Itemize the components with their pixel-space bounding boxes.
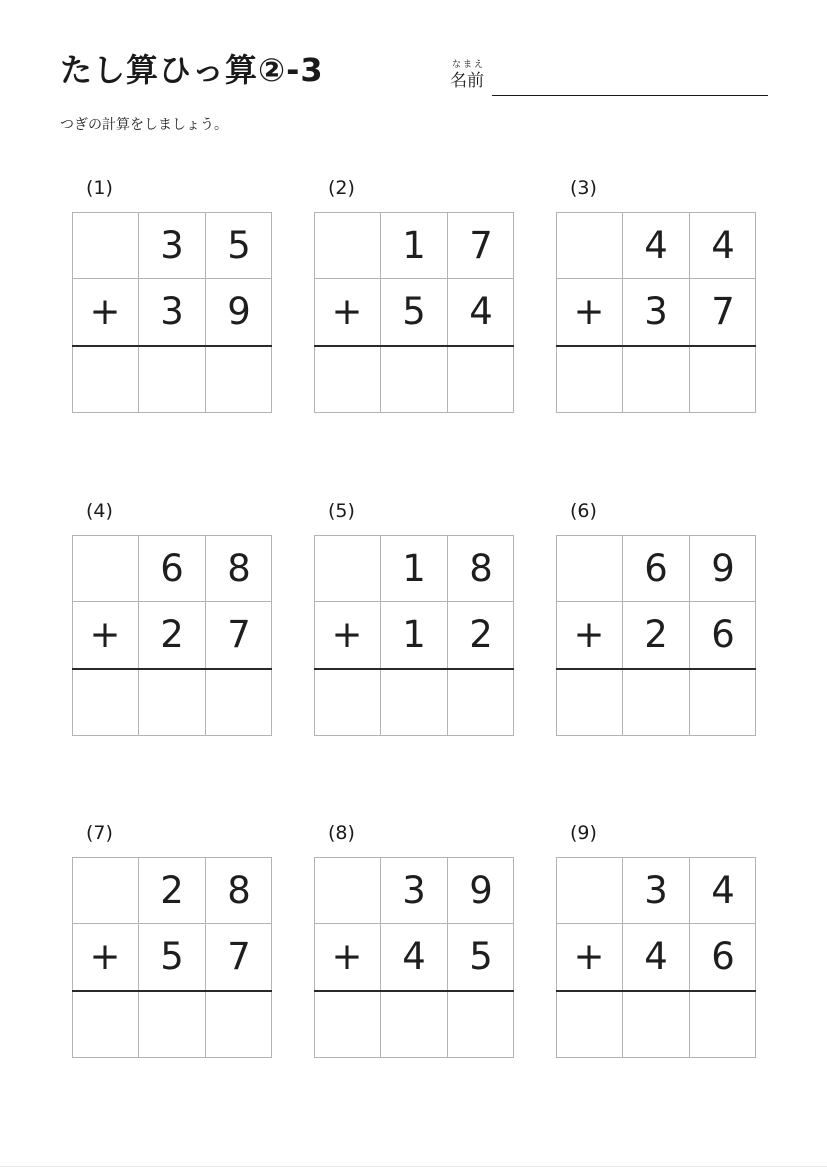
answer-cell[interactable] xyxy=(381,669,447,735)
addend-digit xyxy=(314,858,380,924)
addend-digit: 6 xyxy=(644,547,668,590)
second-addend-digit: 6 xyxy=(711,935,735,978)
calc-grid xyxy=(556,857,756,1058)
name-field xyxy=(448,60,770,98)
plus-sign: + xyxy=(573,290,605,333)
problem-label: (3) xyxy=(570,177,597,199)
addend-digit xyxy=(556,536,622,602)
second-addend-digit: 3 xyxy=(644,290,668,333)
answer-cell[interactable] xyxy=(690,669,756,735)
addend-digit: 8 xyxy=(469,547,493,590)
name-label: 名前 xyxy=(450,71,484,91)
page-bottom-divider xyxy=(0,1166,827,1167)
answer-cell[interactable] xyxy=(314,991,380,1057)
answer-cell[interactable] xyxy=(448,346,514,412)
second-addend-digit: 4 xyxy=(402,935,426,978)
calc-grid xyxy=(72,857,272,1058)
addend-digit: 3 xyxy=(402,869,426,912)
answer-cell[interactable] xyxy=(448,669,514,735)
answer-cell[interactable] xyxy=(623,991,689,1057)
second-addend-digit: 4 xyxy=(644,935,668,978)
grid-line xyxy=(72,735,272,736)
answer-cell[interactable] xyxy=(206,991,272,1057)
problem-label: (4) xyxy=(86,500,113,522)
addend-digit: 4 xyxy=(711,869,735,912)
grid-line xyxy=(556,1057,756,1058)
addend-digit: 7 xyxy=(469,224,493,267)
answer-cell[interactable] xyxy=(314,346,380,412)
addend-digit: 9 xyxy=(711,547,735,590)
calc-grid xyxy=(556,535,756,736)
answer-cell[interactable] xyxy=(139,669,205,735)
addend-digit: 9 xyxy=(469,869,493,912)
problem-label: (9) xyxy=(570,822,597,844)
answer-cell[interactable] xyxy=(448,991,514,1057)
second-addend-digit: 7 xyxy=(227,935,251,978)
addend-digit: 2 xyxy=(160,869,184,912)
problem-label: (5) xyxy=(328,500,355,522)
answer-cell[interactable] xyxy=(139,991,205,1057)
answer-cell[interactable] xyxy=(623,346,689,412)
second-addend-digit: 5 xyxy=(402,290,426,333)
grid-line xyxy=(556,735,756,736)
calc-grid xyxy=(314,857,514,1058)
answer-cell[interactable] xyxy=(381,346,447,412)
instruction-text: つぎの計算をしましょう。 xyxy=(60,117,228,133)
second-addend-digit: 2 xyxy=(469,613,493,656)
addend-digit xyxy=(72,536,138,602)
second-addend-digit: 5 xyxy=(160,935,184,978)
addend-digit: 4 xyxy=(711,224,735,267)
answer-cell[interactable] xyxy=(556,346,622,412)
addend-digit xyxy=(72,213,138,279)
problem-label: (7) xyxy=(86,822,113,844)
addend-digit: 3 xyxy=(644,869,668,912)
second-addend-digit: 7 xyxy=(227,613,251,656)
addend-digit xyxy=(556,858,622,924)
answer-cell[interactable] xyxy=(206,346,272,412)
plus-sign: + xyxy=(89,935,121,978)
calc-grid xyxy=(314,212,514,413)
problem-label: (1) xyxy=(86,177,113,199)
plus-sign: + xyxy=(573,613,605,656)
calc-grid xyxy=(314,535,514,736)
problem-label: (8) xyxy=(328,822,355,844)
second-addend-digit: 6 xyxy=(711,613,735,656)
second-addend-digit: 7 xyxy=(711,290,735,333)
answer-cell[interactable] xyxy=(690,346,756,412)
plus-sign: + xyxy=(331,613,363,656)
answer-cell[interactable] xyxy=(556,991,622,1057)
answer-cell[interactable] xyxy=(72,346,138,412)
second-addend-digit: 2 xyxy=(160,613,184,656)
addend-digit: 5 xyxy=(227,224,251,267)
addend-digit: 1 xyxy=(402,224,426,267)
plus-sign: + xyxy=(573,935,605,978)
second-addend-digit: 1 xyxy=(402,613,426,656)
answer-cell[interactable] xyxy=(556,669,622,735)
problem-label: (6) xyxy=(570,500,597,522)
problem-label: (2) xyxy=(328,177,355,199)
answer-cell[interactable] xyxy=(381,991,447,1057)
addend-digit: 6 xyxy=(160,547,184,590)
addend-digit: 3 xyxy=(160,224,184,267)
grid-line xyxy=(72,1057,272,1058)
second-addend-digit: 2 xyxy=(644,613,668,656)
answer-cell[interactable] xyxy=(690,991,756,1057)
calc-grid xyxy=(556,212,756,413)
addend-digit: 8 xyxy=(227,547,251,590)
answer-cell[interactable] xyxy=(623,669,689,735)
second-addend-digit: 4 xyxy=(469,290,493,333)
plus-sign: + xyxy=(331,935,363,978)
addend-digit xyxy=(314,536,380,602)
second-addend-digit: 5 xyxy=(469,935,493,978)
answer-cell[interactable] xyxy=(72,991,138,1057)
grid-line xyxy=(314,412,514,413)
page-title: たし算ひっ算②-3 xyxy=(60,51,324,89)
name-writing-line[interactable] xyxy=(492,95,768,96)
addend-digit xyxy=(556,213,622,279)
addend-digit xyxy=(314,213,380,279)
addend-digit: 1 xyxy=(402,547,426,590)
calc-grid xyxy=(72,535,272,736)
answer-cell[interactable] xyxy=(139,346,205,412)
grid-line xyxy=(314,735,514,736)
addend-digit xyxy=(72,858,138,924)
grid-line xyxy=(72,412,272,413)
answer-cell[interactable] xyxy=(206,669,272,735)
answer-cell[interactable] xyxy=(72,669,138,735)
calc-grid xyxy=(72,212,272,413)
plus-sign: + xyxy=(89,613,121,656)
second-addend-digit: 9 xyxy=(227,290,251,333)
plus-sign: + xyxy=(89,290,121,333)
addend-digit: 4 xyxy=(644,224,668,267)
name-ruby: なまえ xyxy=(452,60,486,70)
second-addend-digit: 3 xyxy=(160,290,184,333)
addend-digit: 8 xyxy=(227,869,251,912)
plus-sign: + xyxy=(331,290,363,333)
answer-cell[interactable] xyxy=(314,669,380,735)
grid-line xyxy=(314,1057,514,1058)
grid-line xyxy=(556,412,756,413)
